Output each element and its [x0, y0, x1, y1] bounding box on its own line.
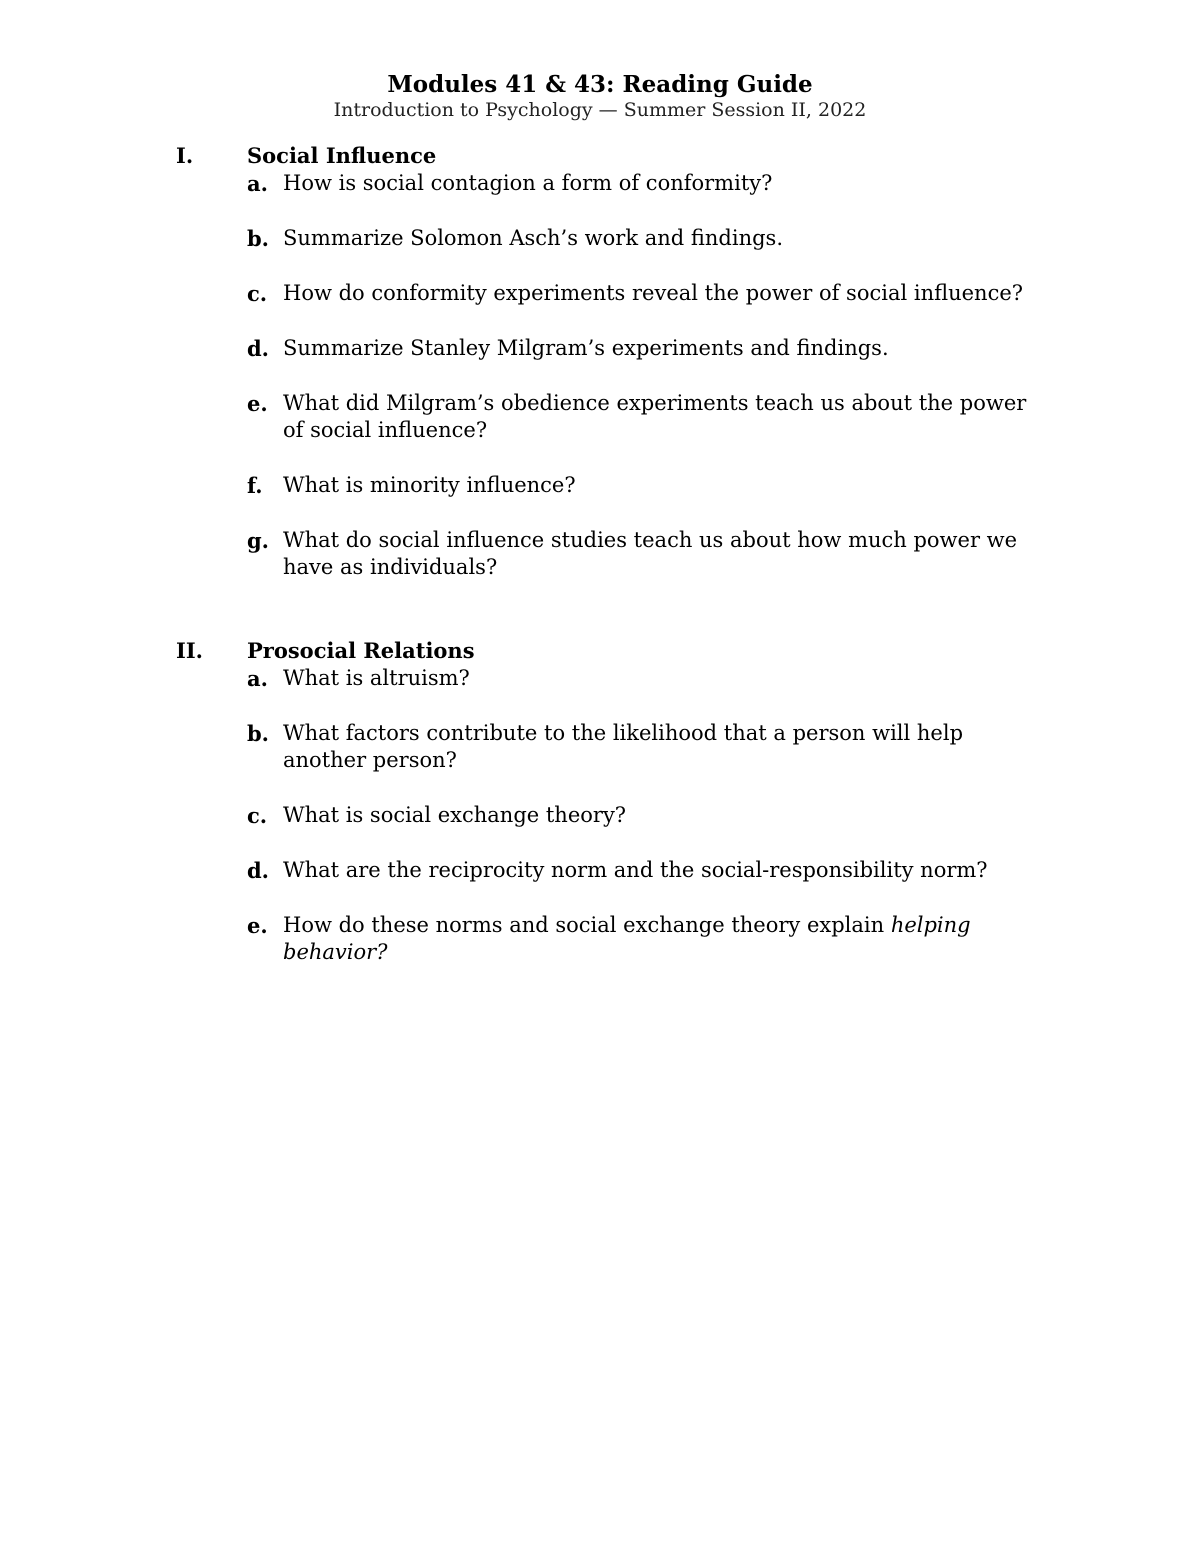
- question-letter: e.: [247, 391, 268, 416]
- question-item: [176, 390, 1043, 444]
- question-letter: d.: [247, 336, 269, 361]
- question-item: [176, 225, 1043, 252]
- question-text: What did Milgram’s obedience experiments teach us about the power of social influence?: [283, 391, 1027, 442]
- question-letter: b.: [247, 721, 269, 746]
- question-letter: a.: [247, 171, 268, 196]
- question-list: [176, 665, 1076, 966]
- question-list: [176, 170, 1076, 581]
- question-text: Summarize Solomon Asch’s work and findings.: [283, 226, 784, 250]
- question-text: What are the reciprocity norm and the social-responsibility norm?: [283, 858, 988, 882]
- question-item: [176, 665, 1043, 692]
- question-item: [176, 170, 1043, 197]
- question-text-main: How do these norms and social exchange theory explain: [283, 913, 891, 937]
- question-letter: b.: [247, 226, 269, 251]
- question-item: [176, 527, 1043, 581]
- question-item: [176, 720, 1043, 774]
- question-text: What is social exchange theory?: [283, 803, 627, 827]
- section-title: Prosocial Relations: [247, 638, 475, 663]
- question-letter: e.: [247, 913, 268, 938]
- question-item: [176, 802, 1043, 829]
- question-letter: g.: [247, 528, 269, 553]
- question-letter: a.: [247, 666, 268, 691]
- question-item: [176, 335, 1043, 362]
- question-text-suffix: ?: [376, 940, 388, 964]
- section-heading: [176, 142, 1076, 170]
- question-text: Summarize Stanley Milgram’s experiments and findings.: [283, 336, 889, 360]
- question-text: [283, 912, 1043, 966]
- question-item: [176, 280, 1043, 307]
- question-text: What is altruism?: [283, 666, 470, 690]
- section-title: Social Influence: [247, 143, 437, 168]
- question-letter: c.: [247, 281, 268, 306]
- section-numeral: II.: [176, 638, 203, 663]
- section-heading: [176, 637, 1076, 665]
- question-text-emphasis: helping behavior: [283, 913, 971, 964]
- question-letter: f.: [247, 473, 263, 498]
- question-item: [176, 912, 1043, 966]
- question-text: What is minority influence?: [283, 473, 576, 497]
- document-title: Modules 41 & 43: Reading Guide: [387, 71, 813, 98]
- question-item: [176, 857, 1043, 884]
- question-text: What do social influence studies teach us about how much power we have as individuals?: [283, 528, 1018, 579]
- question-text: How is social contagion a form of conformity?: [283, 171, 773, 195]
- question-text: What factors contribute to the likelihood that a person will help another person?: [283, 721, 964, 772]
- question-letter: d.: [247, 858, 269, 883]
- section-social-influence: [176, 142, 1076, 609]
- section-numeral: I.: [176, 143, 194, 168]
- question-text: How do conformity experiments reveal the power of social influence?: [283, 281, 1024, 305]
- question-item: [176, 472, 1043, 499]
- question-letter: c.: [247, 803, 268, 828]
- document-subtitle: Introduction to Psychology — Summer Session II, 2022: [333, 99, 867, 121]
- section-prosocial-relations: [176, 637, 1076, 994]
- document-header: [0, 70, 1200, 122]
